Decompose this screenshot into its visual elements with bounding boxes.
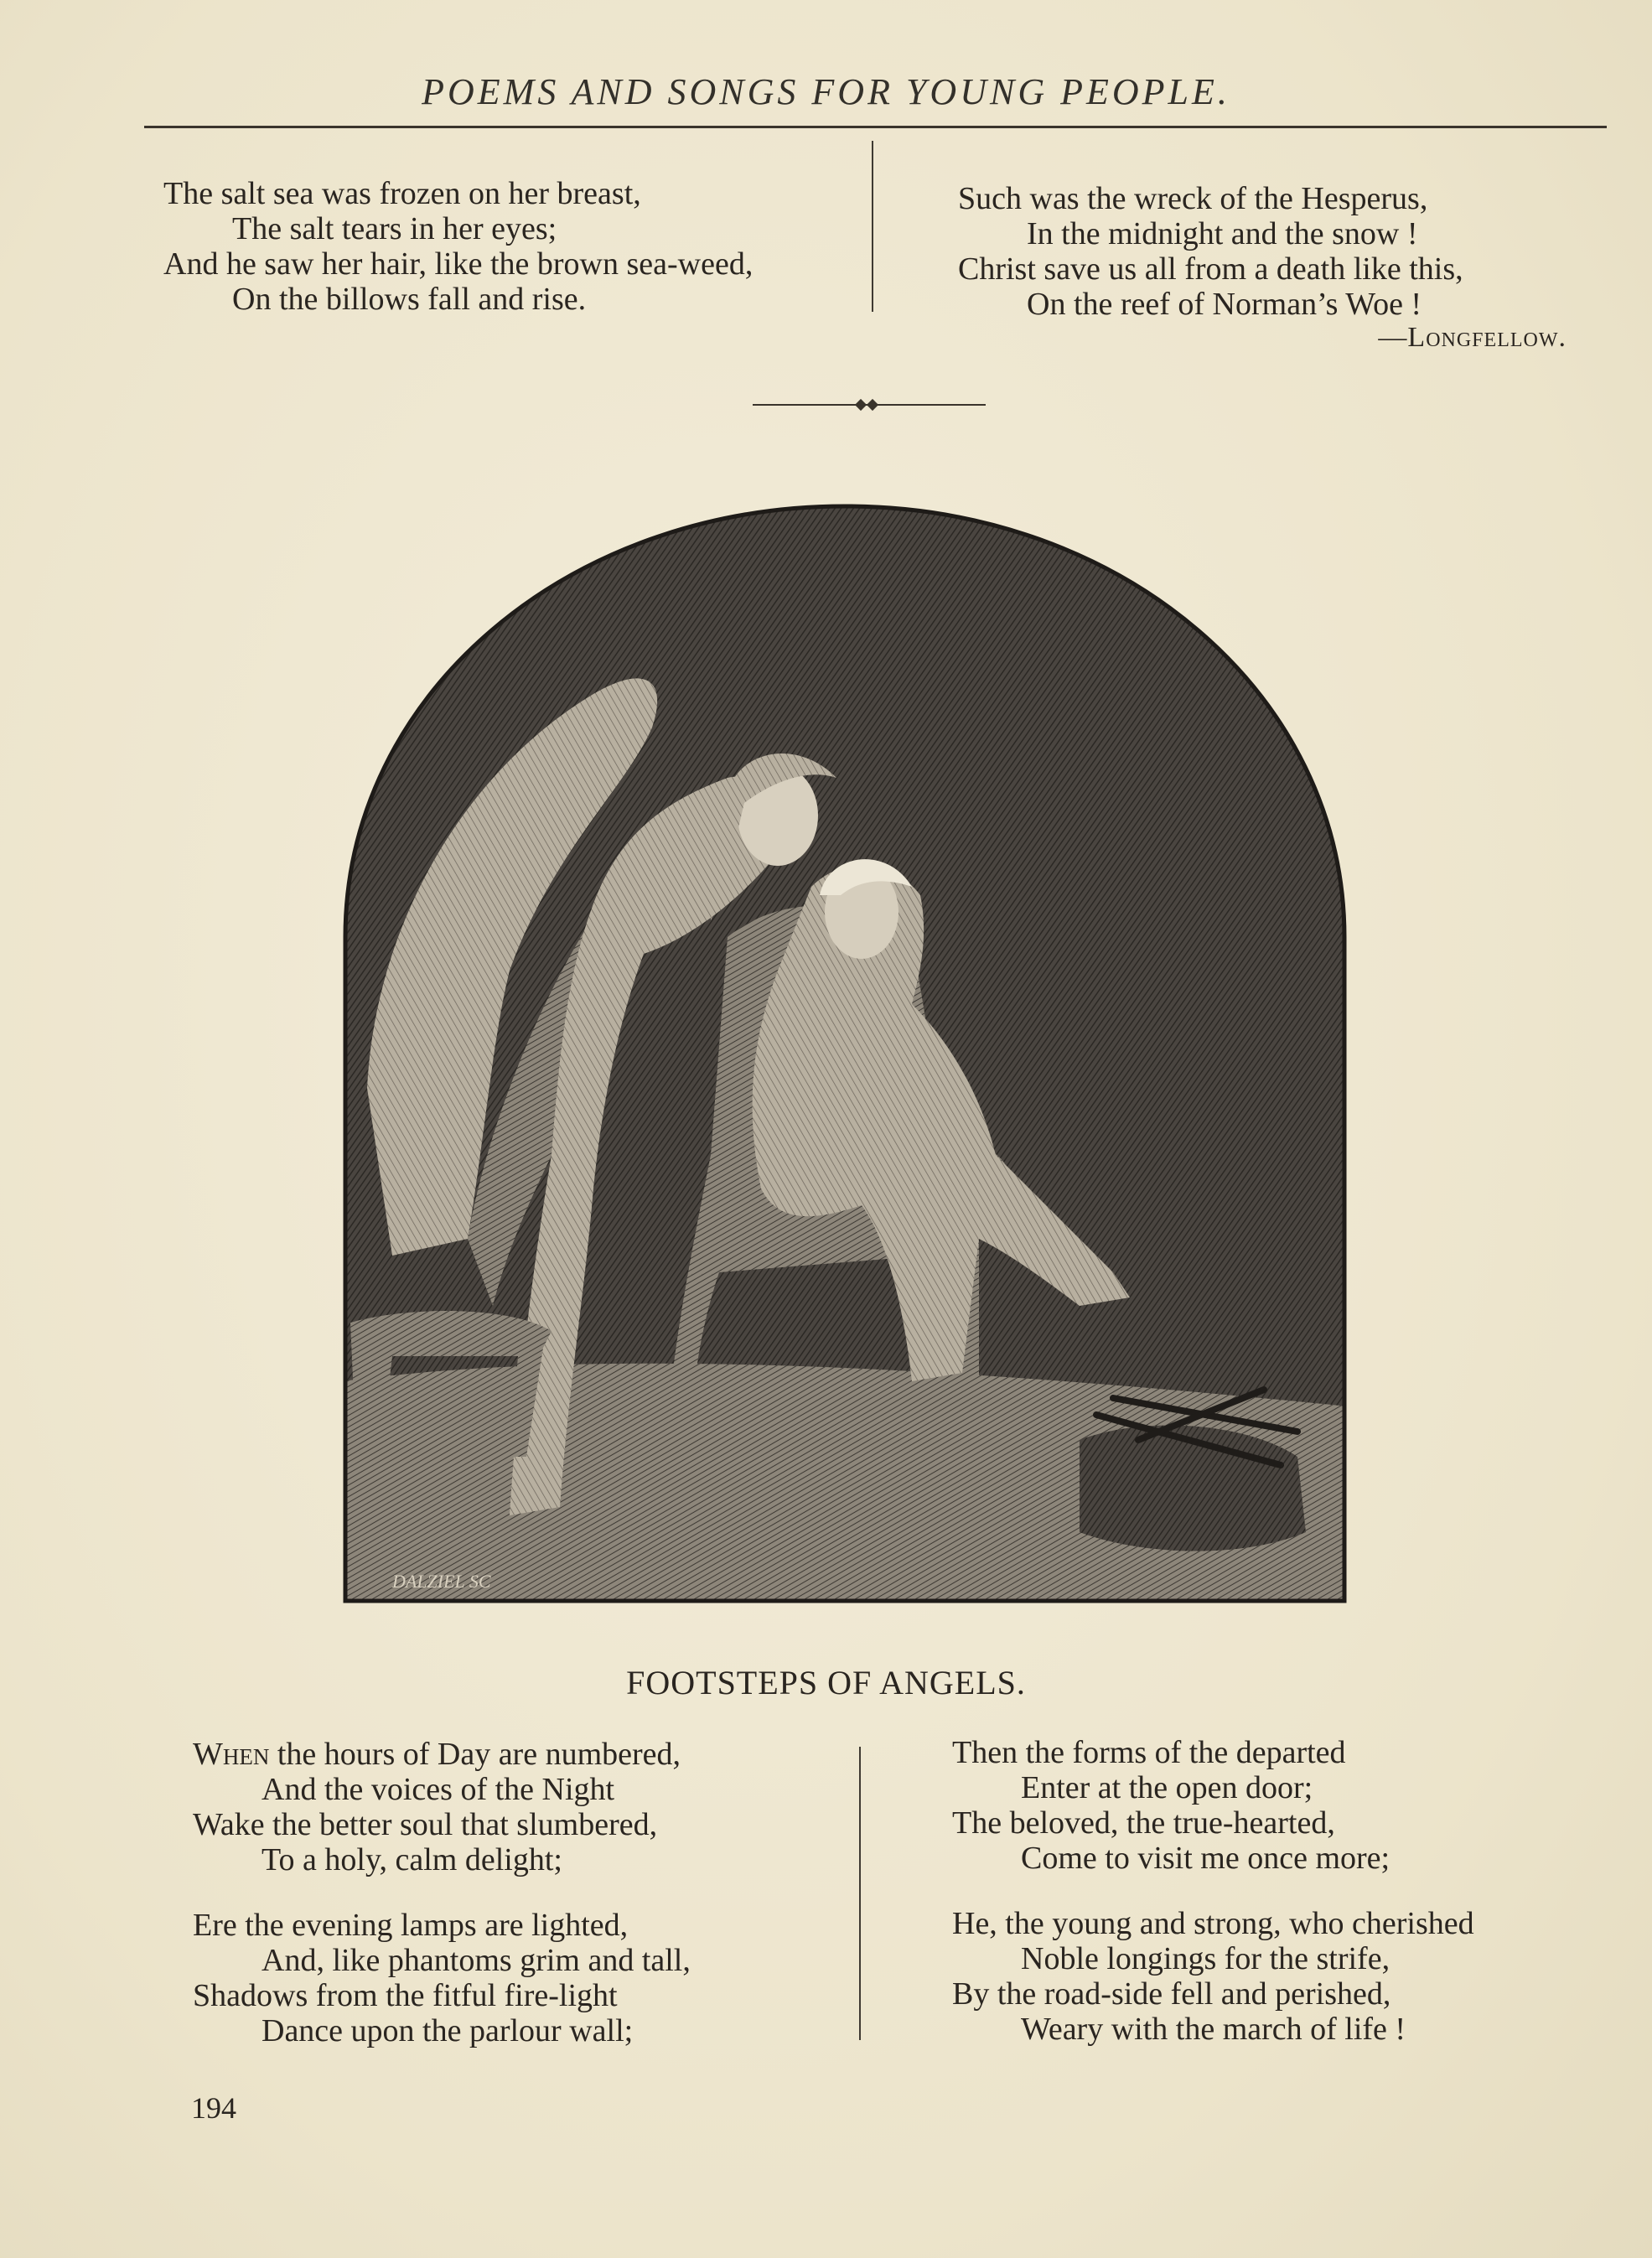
poem-line: And the voices of the Night [262,1772,615,1807]
poem-line: Noble longings for the strife, [1021,1941,1390,1976]
poem-line: And he saw her hair, like the brown sea-weed, [163,246,753,282]
poem-line [193,1737,691,1772]
ornamental-divider [753,401,986,409]
poem-line: Enter at the open door; [1021,1770,1313,1805]
poem-line: Such was the wreck of the Hesperus, [958,181,1428,216]
poem-line: Christ save us all from a death like this, [958,251,1463,287]
engraver-signature: DALZIEL SC [392,1571,491,1592]
header-rule [144,126,1607,128]
top-poem-left-column [163,176,753,317]
poem-line: In the midnight and the snow ! [1027,216,1418,251]
column-rule [859,1747,861,2040]
top-poem-right-column [958,181,1463,322]
poem-line: Then the forms of the departed [952,1735,1346,1770]
poem-line: The salt tears in her eyes; [232,211,557,246]
poem-line: The salt sea was frozen on her breast, [163,176,641,211]
poem-left-column [193,1737,691,2048]
poem-line: Wake the better soul that slumbered, [193,1807,658,1842]
running-head: POEMS AND SONGS FOR YOUNG PEOPLE. [422,71,1230,112]
poem-line: Shadows from the fitful fire-light [193,1978,618,2013]
poem-right-column [952,1735,1474,2047]
poem-line: By the road-side fell and perished, [952,1976,1391,2012]
poem-first-word: When [193,1737,270,1772]
poem-line: Weary with the march of life ! [1021,2012,1406,2047]
column-rule [872,141,873,312]
poem-line: Come to visit me once more; [1021,1841,1390,1876]
poem-line: Ere the evening lamps are lighted, [193,1908,629,1943]
poem-line: And, like phantoms grim and tall, [262,1943,691,1978]
poem-line-text: the hours of Day are numbered, [269,1737,681,1772]
engraving-illustration [342,501,1348,1604]
poem-line: The beloved, the true-hearted, [952,1805,1335,1841]
page-number: 194 [191,2091,236,2125]
poem-line: On the billows fall and rise. [232,282,587,317]
poem-line: On the reef of Norman’s Woe ! [1027,287,1422,322]
poem-title: FOOTSTEPS OF ANGELS. [626,1664,1026,1701]
poem-line: He, the young and strong, who cherished [952,1906,1474,1941]
poem-line: To a holy, calm delight; [262,1842,562,1877]
poem-line: Dance upon the parlour wall; [262,2013,634,2048]
poem-attribution: —Longfellow. [1378,322,1567,353]
